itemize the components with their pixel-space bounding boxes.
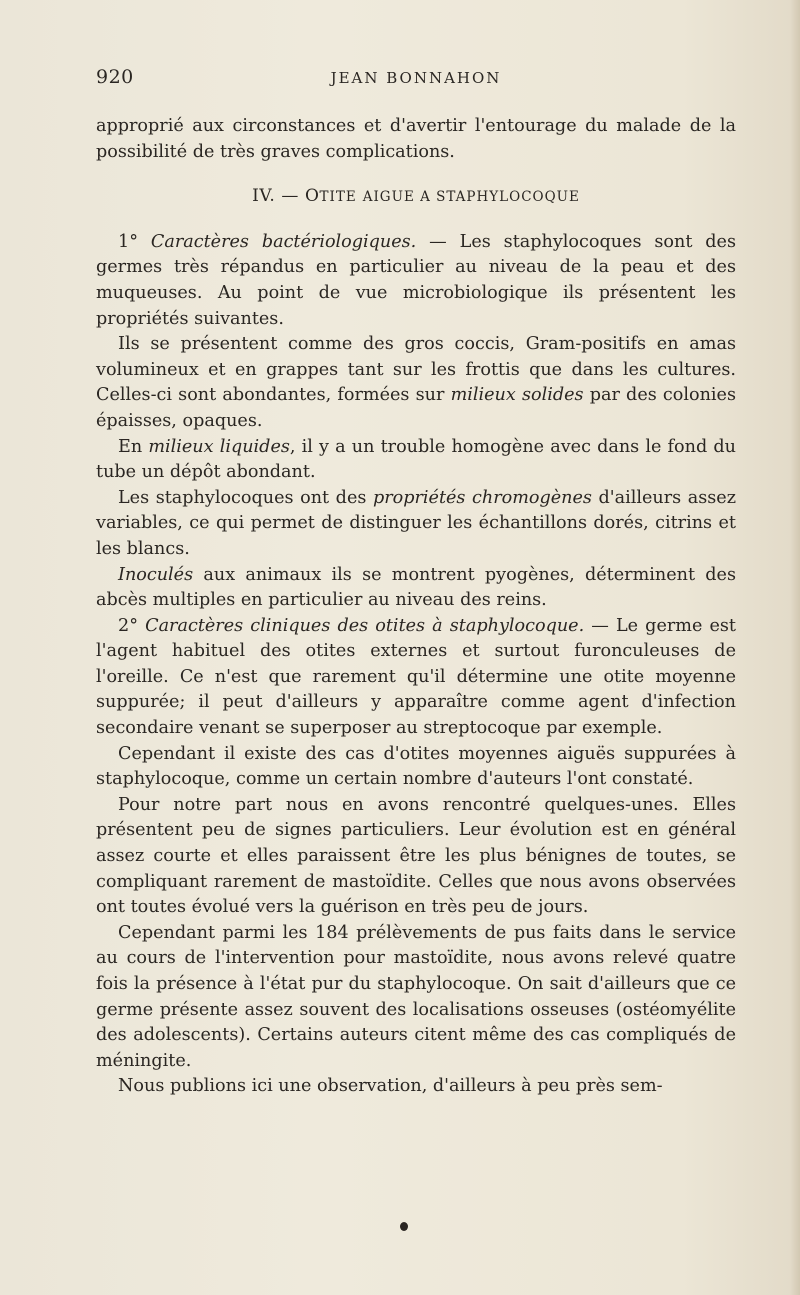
emphasis-liquid-media: milieux liquides <box>148 436 290 457</box>
page-header <box>96 66 736 96</box>
paragraph-text: En <box>118 436 149 457</box>
paragraph-liquid-media <box>96 435 736 486</box>
paragraph-number: 2° <box>118 615 138 636</box>
emphasis-chromogenic: propriétés chromogènes <box>372 487 592 508</box>
paragraph-text: Les staphylocoques ont des <box>118 487 373 508</box>
paragraph-chromogenic <box>96 486 736 563</box>
page-number: 920 <box>96 66 134 88</box>
section-title-rest: AIGUE A STAPHYLOCOQUE <box>362 189 580 206</box>
subheading-clinical: Caractères cliniques des otites à staphylocoque. <box>145 615 585 636</box>
paragraph-clinical <box>96 614 736 742</box>
paragraph-bacteriology <box>96 230 736 332</box>
paragraph-number: 1° <box>118 231 138 252</box>
paragraph-observation: Nous publions ici une observation, d'ailleurs à peu près sem- <box>118 1076 663 1097</box>
paragraph-text: , il y a un trouble homogène avec dans le fond du tube un dépôt abondant. <box>96 436 736 483</box>
paragraph-text: d'ailleurs assez variables, ce qui permet de distinguer les échantillons dorés, citrins et les blancs. <box>96 487 736 559</box>
paragraph-text: — Les staphylocoques sont des germes très répandus en particulier au niveau de la peau et des muqueuses. Au point de vue microbiologique ils présentent les propriétés suivantes. <box>96 231 736 329</box>
paragraph-text: Ils se présentent comme des gros coccis, Gram-positifs en amas volumineux et en grappes tant sur les frottis que dans les cultures. Celles-ci sont abondantes, formées sur <box>96 334 736 406</box>
paragraph-text: aux animaux ils se montrent pyogènes, déterminent des abcès multiples en particulier au niveau des reins. <box>96 564 736 611</box>
section-title-word-1: TITE <box>319 189 357 206</box>
emphasis-solid-media: milieux solides <box>450 385 584 406</box>
paragraph-samples: Cependant parmi les 184 prélèvements de pus faits dans le service au cours de l'intervention pour mastoïdite, nous avons relevé quatre fois la présence à l'état pur du staphylocoque. On sait d'ailleurs que ce germe présente assez souvent des localisations osseuses (ostéomyélite des adolescents). Certains auteurs citent même des cas compliqués de méningite. <box>96 922 736 1071</box>
subheading-bacteriology: Caractères bactériologiques. <box>150 231 417 252</box>
paragraph-our-cases: Pour notre part nous en avons rencontré quelques-unes. Elles présentent peu de signes particuliers. Leur évolution est en général assez courte et elles paraissent être les plus bénignes de toutes, se compliquant rarement de mastoïdite. Celles que nous avons observées ont toutes évolué vers la guérison en très peu de jours. <box>96 794 736 918</box>
paragraph-continuation: approprié aux circonstances et d'avertir l'entourage du malade de la possibilité de très graves complications. <box>96 116 736 162</box>
paragraph-text: par des colonies épaisses, opaques. <box>96 385 736 431</box>
section-heading <box>96 184 736 211</box>
running-head: JEAN BONNAHON <box>330 69 502 87</box>
section-roman-numeral: IV. — <box>252 186 299 207</box>
printer-mark-dot <box>400 1222 408 1231</box>
emphasis-inoculated: Inoculés <box>118 564 194 585</box>
paragraph-inoculation <box>96 563 736 614</box>
paragraph-text: — Le germe est l'agent habituel des otites externes et surtout furonculeuses de l'oreille. Ce n'est que rarement qu'il détermine une otite moyenne suppurée; il peut d'ailleurs y apparaître comme agent d'infection secondaire venant se superposer au streptocoque par exemple. <box>96 615 736 739</box>
paragraph-morphology <box>96 332 736 434</box>
page-edge-shadow <box>790 0 800 1295</box>
paragraph-acute-otitis: Cependant il existe des cas d'otites moyennes aiguës suppurées à staphylocoque, comme un certain nombre d'auteurs l'ont constaté. <box>96 743 736 790</box>
body-text <box>96 114 736 1100</box>
section-title-initial: O <box>304 186 320 207</box>
